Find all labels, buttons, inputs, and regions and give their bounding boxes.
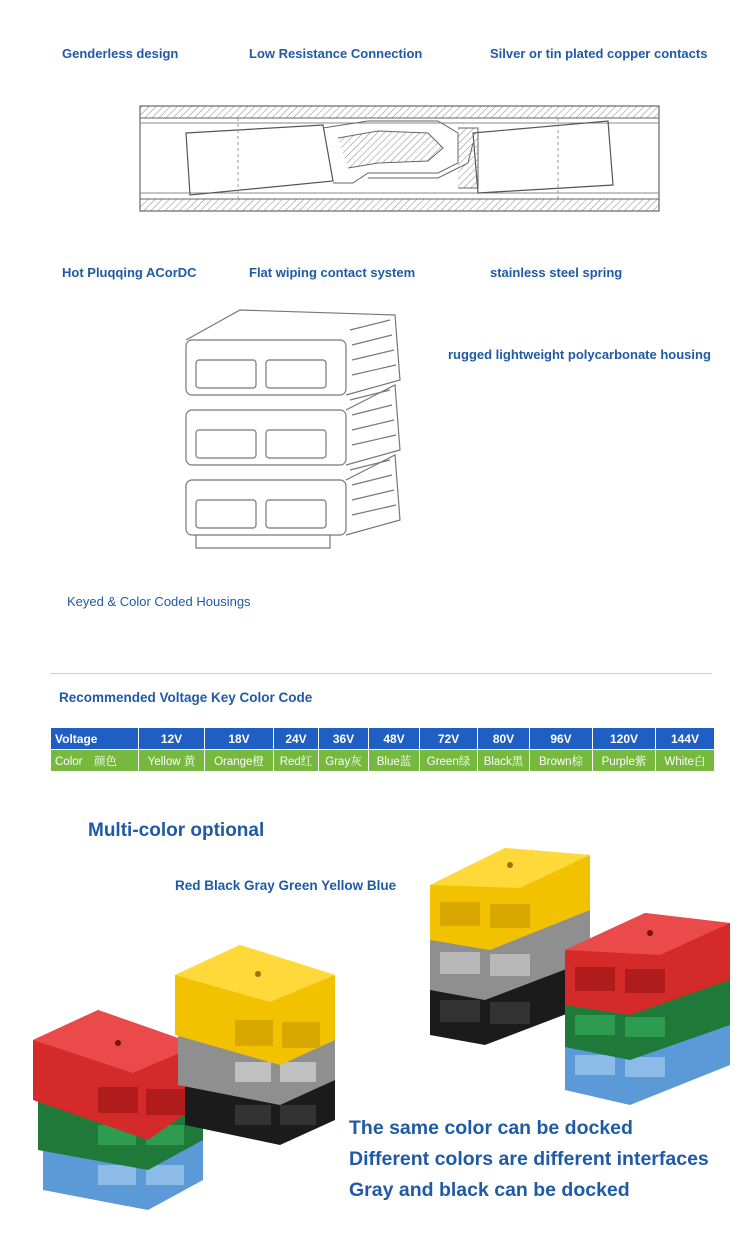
voltage-row xyxy=(51,728,715,750)
note-same-color: The same color can be docked xyxy=(349,1117,633,1139)
color-cell: White白 xyxy=(656,750,715,772)
multicolor-title: Multi-color optional xyxy=(88,820,265,841)
voltage-cell: 72V xyxy=(420,728,478,750)
color-cell: Orange橙 xyxy=(205,750,274,772)
voltage-table-title: Recommended Voltage Key Color Code xyxy=(59,690,313,705)
feature-housing: rugged lightweight polycarbonate housing xyxy=(448,347,711,362)
feature-spring: stainless steel spring xyxy=(490,265,623,280)
note-different-colors: Different colors are different interfaces xyxy=(349,1148,709,1170)
color-cell: Green绿 xyxy=(420,750,478,772)
feature-genderless: Genderless design xyxy=(62,46,179,61)
voltage-cell: 96V xyxy=(530,728,593,750)
stacked-housing-drawing xyxy=(180,300,410,565)
voltage-color-table xyxy=(50,727,715,772)
voltage-header: Voltage xyxy=(51,728,139,750)
color-cell: Blue蓝 xyxy=(369,750,420,772)
color-cell: Purple紫 xyxy=(593,750,656,772)
voltage-cell: 120V xyxy=(593,728,656,750)
voltage-cell: 80V xyxy=(478,728,530,750)
feature-keyed: Keyed & Color Coded Housings xyxy=(67,594,251,609)
feature-flat-wiping: Flat wiping contact system xyxy=(249,265,416,280)
connector-stack-mid-yellow-gray-black xyxy=(170,940,340,1150)
voltage-cell: 48V xyxy=(369,728,420,750)
voltage-cell: 24V xyxy=(274,728,319,750)
color-cell: Gray灰 xyxy=(319,750,369,772)
color-header: Color 颜色 xyxy=(51,750,139,772)
note-gray-black: Gray and black can be docked xyxy=(349,1179,630,1201)
feature-hot-plugging: Hot Pluqqing ACorDC xyxy=(62,265,197,280)
section-divider xyxy=(50,673,712,674)
color-cell: Black黑 xyxy=(478,750,530,772)
multicolor-list: Red Black Gray Green Yellow Blue xyxy=(175,878,397,893)
connector-cross-section-drawing xyxy=(138,103,662,215)
color-cell: Yellow 黄 xyxy=(139,750,205,772)
voltage-cell: 12V xyxy=(139,728,205,750)
voltage-cell: 18V xyxy=(205,728,274,750)
feature-low-resistance: Low Resistance Connection xyxy=(249,46,423,61)
color-cell: Brown棕 xyxy=(530,750,593,772)
feature-contacts: Silver or tin plated copper contacts xyxy=(490,46,708,61)
voltage-cell: 36V xyxy=(319,728,369,750)
color-row xyxy=(51,750,715,772)
voltage-cell: 144V xyxy=(656,728,715,750)
color-cell: Red红 xyxy=(274,750,319,772)
connector-stack-red-green-blue xyxy=(560,905,735,1110)
